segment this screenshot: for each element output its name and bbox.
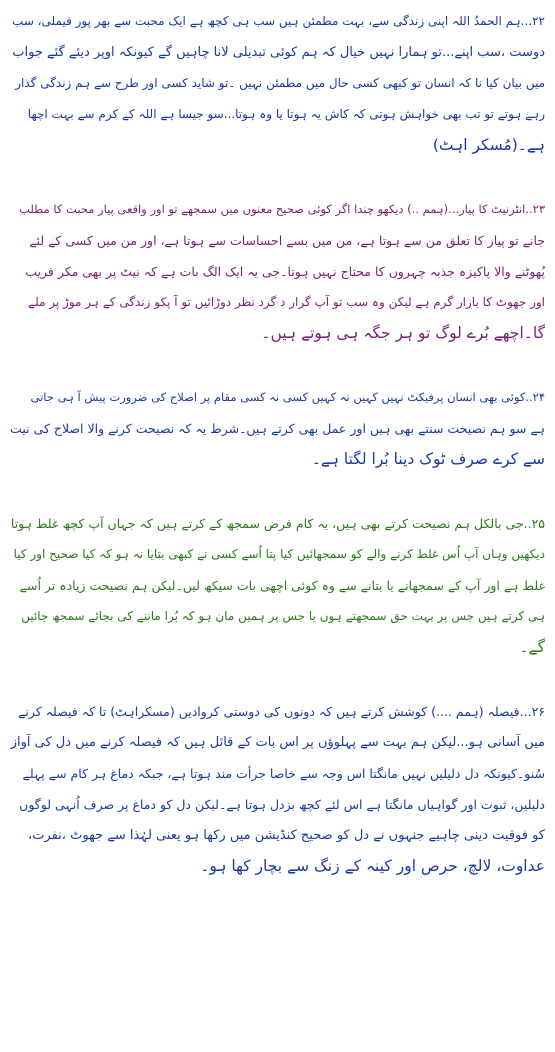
text-line: دوست ،سب اپنے...تو ہمارا نہیں خیال کہ ہم کوئی تبدیلی لانا چاہیں گے کیونکہ اوپر دیئے گئے جواب bbox=[12, 45, 545, 60]
answer-22 bbox=[10, 6, 545, 161]
paragraph-gap bbox=[10, 349, 545, 382]
paragraph-gap bbox=[10, 663, 545, 696]
text-line: سُنو۔کیونکہ دل دلیلیں نہیں مانگتا اس وجہ سے خاصا جرأت مند ہوتا ہے، جبکہ دماغ ہر کام سے پہلے bbox=[22, 766, 545, 781]
text-line: کو فوقیت دینی چاہیے جنہوں نے دل کو صحیح کنڈیشن میں رکھا ہو یعنی لہٰذا سے جھوٹ ،نفرت، bbox=[28, 828, 545, 843]
text-line: ۲۶...فیصلہ (ہمم ....) کوشش کرتے ہیں کہ دونوں کی دوستی کروادیں (مسکراہٹ) تا کہ فیصلہ کرنے bbox=[18, 704, 545, 719]
text-line: سے کرے صرف ٹوک دینا بُرا لگتا ہے۔ bbox=[311, 450, 545, 468]
text-line: میں بیان کیا نا کہ انسان تو کبھی کسی حال میں مطمئن نہیں ۔تو شاید کسی اور طرح سے ہم زندگی گذار bbox=[15, 76, 545, 90]
answer-26 bbox=[10, 696, 545, 882]
text-line: رہے ہوتے تو تب بھی خواہش ہوتی کہ کاش یہ ہوتا یا وہ ہوتا...سو جیسا ہے اللہ کے کرم سے بہت اچھا bbox=[27, 107, 545, 121]
text-line: میں آسانی ہو...لیکن ہم بہت سے پہلوؤں پر اس بات کے قائل ہیں کہ فیصلہ کرنے میں دل کی آواز bbox=[10, 735, 545, 750]
text-line: عداوت، لالچ، حرص اور کینہ کے زنگ سے بچار کھا ہو۔ bbox=[200, 857, 545, 875]
text-line: ہے۔(مُسکر اہٹ) bbox=[432, 136, 545, 154]
text-line: جانے تو پیار کا تعلق من سے ہوتا ہے، من میں بسے احساسات سے ہوتا ہے، اور من میں کسی کے لئے bbox=[29, 233, 545, 248]
paragraph-gap bbox=[10, 161, 545, 194]
answer-24 bbox=[10, 382, 545, 475]
answer-23 bbox=[10, 194, 545, 349]
answer-25 bbox=[10, 508, 545, 663]
text-line: گا۔اچھے بُرے لوگ تو ہر جگہ ہی ہوتے ہیں۔ bbox=[261, 324, 545, 342]
text-line: گے۔ bbox=[519, 638, 545, 656]
text-line: غلط ہے اور آپ کے سمجھانے یا بتانے سے وہ کوئی اچھی بات سیکھ لیں۔لیکن ہم نصیحت زیادہ تر اُسے bbox=[19, 578, 545, 593]
text-line: ہی کرتے ہیں جس پر بہت حق سمجھتے ہوں یا جس پر ہمیں مان ہو کہ بُرا ماننے کی بجائے سمجھ جائیں bbox=[21, 609, 545, 623]
text-line: ہے سو ہم نصیحت سنتے بھی ہیں اور عمل بھی کرتے ہیں۔شرط یہ کہ نصیحت کرنے والا اصلاح کی نیت bbox=[10, 421, 545, 436]
text-line: ۲۴..کوئی بھی انسان پرفیکٹ نہیں کہیں نہ کہیں کسی نہ کسی مقام پر اصلاح کی ضرورت پیش آ ہی جاتی bbox=[30, 390, 545, 404]
paragraph-gap bbox=[10, 475, 545, 508]
text-line: ۲۳..انٹرنیٹ کا پیار...(ہمم ..) دیکھو چندا اگر کوئی صحیح معنوں میں سمجھے تو اور واقعی پیار محبت کا مطلب bbox=[19, 202, 545, 216]
text-line: ۲۲...ہم الحمدُ اللہ اپنی زندگی سے، بہت مطمئن ہیں سب ہی کچھ ہے ایک محبت سے بھر پور فیملی، سب bbox=[12, 14, 545, 28]
text-line: دلیلیں، ثبوت اور گواہیاں مانگتا ہے اس لئے کچھ بزدل ہوتا ہے۔لیکن دل کو دماغ پر صرف اُنہی لوگوں bbox=[19, 797, 545, 812]
text-line: پُھوٹنے والا پاکیزہ جذبہ چہروں کا محتاج نہیں ہوتا۔جی یہ ایک الگ بات ہے کہ نیٹ پر بھی مکر فریب bbox=[25, 264, 545, 279]
text-line: اور جھوٹ کا بازار گرم ہے لیکن وہ سب تو آپ گرار د گرد نظر دوڑائیں تو آ پکو زندگی کے ہر موڑ پر ملے bbox=[28, 295, 545, 309]
text-line: ۲۵..جی بالکل ہم نصیحت کرتے بھی ہیں، یہ کام فرض سمجھ کے کرتے ہیں کہ جہاں آپ کچھ غلط ہوتا bbox=[10, 516, 545, 531]
text-line: دیکھیں وہاں آپ اُس غلط کرنے والے کو سمجھائیں کیا پتا اُسے کسی نے کبھی بتایا نہ ہو کہ کیا صحیح اور کیا bbox=[13, 547, 545, 561]
